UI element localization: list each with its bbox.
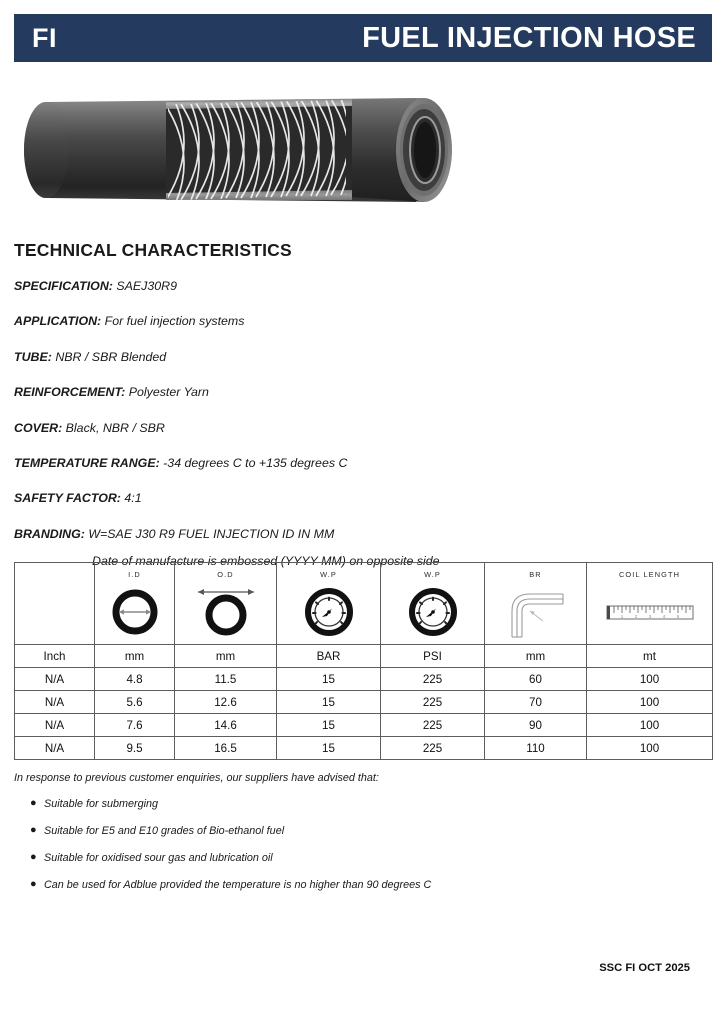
document-footer-reference: SSC FI OCT 2025 <box>599 962 690 974</box>
table-row <box>15 737 713 760</box>
icon-cell-bend-radius <box>485 563 587 645</box>
spec-value: W=SAE J30 R9 FUEL INJECTION ID IN MM <box>88 526 335 541</box>
spec-label: BRANDING: <box>14 526 85 541</box>
svg-text:3: 3 <box>648 614 651 619</box>
icon-cell-inner-diameter <box>95 563 175 645</box>
list-item <box>14 798 674 810</box>
data-cell: 15 <box>277 714 381 737</box>
unit-cell: BAR <box>277 645 381 668</box>
data-cell: N/A <box>15 714 95 737</box>
spec-value: Black, NBR / SBR <box>65 420 165 435</box>
table-row <box>15 714 713 737</box>
spec-row-tube <box>14 351 654 363</box>
specification-list <box>14 280 654 568</box>
note-text: Suitable for submerging <box>44 798 159 810</box>
unit-cell: mt <box>587 645 713 668</box>
data-cell: 4.8 <box>95 668 175 691</box>
spec-label: COVER: <box>14 420 63 435</box>
spec-label: APPLICATION: <box>14 314 102 329</box>
product-code: FI <box>32 22 57 53</box>
unit-cell: mm <box>175 645 277 668</box>
outer-diameter-ring-icon <box>188 586 264 638</box>
data-cell: 60 <box>485 668 587 691</box>
data-cell: 16.5 <box>175 737 277 760</box>
spec-value: -34 degrees C to +135 degrees C <box>163 456 348 471</box>
spec-label: TEMPERATURE RANGE: <box>14 456 160 471</box>
icon-cell-working-pressure-psi <box>381 563 485 645</box>
page-title: FUEL INJECTION HOSE <box>362 21 696 54</box>
table-row <box>15 691 713 714</box>
svg-text:1: 1 <box>620 614 623 619</box>
data-cell: 225 <box>381 668 485 691</box>
spec-row-application <box>14 315 654 327</box>
unit-cell: Inch <box>15 645 95 668</box>
data-cell: 100 <box>587 691 713 714</box>
spec-value: SAEJ30R9 <box>116 279 177 293</box>
spec-value: NBR / SBR Blended <box>55 349 167 364</box>
table-row <box>15 668 713 691</box>
list-item <box>14 825 674 837</box>
branding-date-note: Date of manufacture is embossed (YYYY MM) on opposite side <box>92 554 440 569</box>
data-cell: 110 <box>485 737 587 760</box>
icon-label-coil-length: COIL LENGTH <box>618 569 681 579</box>
bullet-icon: ● <box>30 797 37 809</box>
inner-diameter-ring-icon <box>108 587 162 637</box>
icon-label-id: I.D <box>128 569 141 579</box>
unit-cell: PSI <box>381 645 485 668</box>
spec-row-cover <box>14 422 654 434</box>
spec-row-branding <box>14 528 654 540</box>
icon-cell-blank <box>15 563 95 645</box>
unit-cell: mm <box>485 645 587 668</box>
pressure-gauge-icon <box>302 586 356 638</box>
data-cell: 15 <box>277 691 381 714</box>
svg-text:4: 4 <box>662 614 665 619</box>
spec-label: REINFORCEMENT: <box>14 385 126 400</box>
data-cell: 225 <box>381 714 485 737</box>
spec-row-reinforcement <box>14 386 654 398</box>
ruler-icon <box>601 594 699 630</box>
data-cell: 15 <box>277 668 381 691</box>
tech-characteristics-heading: TECHNICAL CHARACTERISTICS <box>14 240 292 260</box>
data-cell: 5.6 <box>95 691 175 714</box>
data-cell: 15 <box>277 737 381 760</box>
list-item <box>14 852 674 864</box>
bullet-icon: ● <box>30 878 37 890</box>
advisory-notes <box>14 772 674 906</box>
note-text: Can be used for Adblue provided the temperature is no higher than 90 degrees C <box>44 879 432 891</box>
data-cell: 100 <box>587 714 713 737</box>
specifications-table <box>14 562 713 760</box>
page-header-bar <box>14 14 712 62</box>
spec-label: SPECIFICATION: <box>14 279 113 293</box>
table-icon-header-row <box>15 563 713 645</box>
spec-row-temperature-range <box>14 457 654 469</box>
data-cell: 100 <box>587 737 713 760</box>
data-cell: 9.5 <box>95 737 175 760</box>
spec-label: SAFETY FACTOR: <box>14 491 121 506</box>
data-cell: 7.6 <box>95 714 175 737</box>
data-cell: 225 <box>381 691 485 714</box>
table-units-row <box>15 645 713 668</box>
unit-cell: mm <box>95 645 175 668</box>
data-cell: 100 <box>587 668 713 691</box>
list-item <box>14 879 674 891</box>
pressure-gauge-icon <box>406 586 460 638</box>
bullet-icon: ● <box>30 824 37 836</box>
spec-value: For fuel injection systems <box>104 314 245 329</box>
icon-label-od: O.D <box>217 569 234 579</box>
icon-label-wp-psi: W.P <box>424 569 441 579</box>
data-cell: 11.5 <box>175 668 277 691</box>
spec-value: Polyester Yarn <box>128 385 209 400</box>
icon-label-br: BR <box>529 569 542 579</box>
hose-cutaway-illustration <box>16 76 488 228</box>
bullet-icon: ● <box>30 851 37 863</box>
data-cell: N/A <box>15 737 95 760</box>
spec-label: TUBE: <box>14 349 52 364</box>
bend-radius-elbow-icon <box>499 585 573 639</box>
notes-intro: In response to previous customer enquiries, our suppliers have advised that: <box>14 772 379 784</box>
data-cell: 225 <box>381 737 485 760</box>
icon-label-wp-bar: W.P <box>320 569 337 579</box>
data-cell: N/A <box>15 691 95 714</box>
data-cell: N/A <box>15 668 95 691</box>
spec-row-specification <box>14 280 654 292</box>
icon-cell-coil-length <box>587 563 713 645</box>
data-cell: 14.6 <box>175 714 277 737</box>
data-cell: 12.6 <box>175 691 277 714</box>
note-text: Suitable for E5 and E10 grades of Bio-ethanol fuel <box>44 825 285 837</box>
spec-value: 4:1 <box>124 491 142 506</box>
note-text: Suitable for oxidised sour gas and lubrication oil <box>44 852 273 864</box>
spec-row-safety-factor <box>14 492 654 504</box>
icon-cell-outer-diameter <box>175 563 277 645</box>
data-cell: 70 <box>485 691 587 714</box>
data-cell: 90 <box>485 714 587 737</box>
svg-text:5: 5 <box>676 614 679 619</box>
icon-cell-working-pressure-bar <box>277 563 381 645</box>
svg-text:2: 2 <box>634 614 637 619</box>
